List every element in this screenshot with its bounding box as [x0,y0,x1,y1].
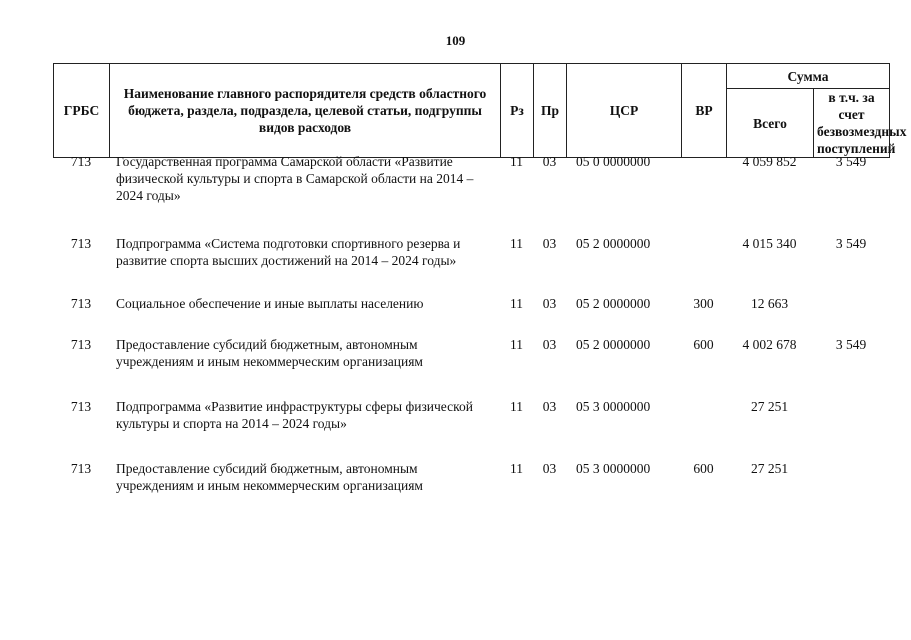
cell-grbs: 713 [70,236,92,251]
header-total: Всего [727,89,814,158]
cell-pr: 03 [542,337,557,352]
cell-free [813,460,889,520]
cell-csr: 05 0 0000000 [576,154,651,169]
table-row [53,398,889,460]
cell-rz: 11 [510,296,523,311]
cell-csr: 05 3 0000000 [576,461,651,476]
cell-vr [681,398,726,460]
cell-vr: 600 [693,461,714,476]
table-header [53,63,907,158]
cell-csr: 05 2 0000000 [576,236,651,251]
cell-pr: 03 [542,399,557,414]
table-row [53,460,889,520]
cell-total: 12 663 [750,296,789,311]
cell-vr [681,153,726,235]
cell-free [813,398,889,460]
cell-grbs: 713 [70,296,92,311]
cell-name: Подпрограмма «Система подготовки спортивного резерва и развитие спорта высших достижений на 2014 – 2024 годы» [116,236,461,268]
header-sum: Сумма [727,64,890,89]
header-rz: Рз [501,64,534,158]
cell-grbs: 713 [70,461,92,476]
cell-vr [681,235,726,295]
cell-pr: 03 [542,296,557,311]
cell-name: Социальное обеспечение и иные выплаты населению [116,296,424,311]
table-row [53,235,889,295]
cell-grbs: 713 [70,337,92,352]
cell-total: 4 002 678 [742,337,797,352]
cell-total: 4 059 852 [742,154,797,169]
cell-free: 3 549 [835,337,867,352]
cell-total: 4 015 340 [742,236,797,251]
header-csr: ЦСР [567,64,682,158]
cell-free [813,295,889,336]
cell-rz: 11 [510,461,523,476]
cell-free: 3 549 [835,236,867,251]
cell-rz: 11 [510,337,523,352]
table-row [53,295,889,336]
cell-rz: 11 [510,154,523,169]
cell-rz: 11 [510,399,523,414]
header-vr: ВР [682,64,727,158]
table-row [53,153,889,235]
header-free: в т.ч. за счет безвозмездных поступлений [814,89,890,158]
cell-free: 3 549 [835,154,867,169]
cell-name: Государственная программа Самарской области «Развитие физической культуры и спорта в Самарской области на 2014 – 2024 годы» [116,154,474,203]
cell-grbs: 713 [70,399,92,414]
cell-csr: 05 2 0000000 [576,337,651,352]
cell-pr: 03 [542,461,557,476]
cell-pr: 03 [542,236,557,251]
cell-vr: 300 [693,296,714,311]
table-body [53,153,889,520]
cell-pr: 03 [542,154,557,169]
header-pr: Пр [534,64,567,158]
header-name: Наименование главного распорядителя средств областного бюджета, раздела, подраздела, целевой статьи, подгруппы видов расходов [110,64,501,158]
cell-name: Предоставление субсидий бюджетным, автономным учреждениям и иным некоммерческим организациям [116,337,423,369]
cell-total: 27 251 [750,399,789,414]
table-row [53,336,889,398]
page-number: 109 [445,33,466,48]
header-grbs: ГРБС [54,64,110,158]
cell-grbs: 713 [70,154,92,169]
cell-rz: 11 [510,236,523,251]
cell-total: 27 251 [750,461,789,476]
cell-name: Предоставление субсидий бюджетным, автономным учреждениям и иным некоммерческим организациям [116,461,423,493]
cell-csr: 05 2 0000000 [576,296,651,311]
cell-name: Подпрограмма «Развитие инфраструктуры сферы физической культуры и спорта на 2014 – 2024 годы» [116,399,473,431]
cell-vr: 600 [693,337,714,352]
cell-csr: 05 3 0000000 [576,399,651,414]
